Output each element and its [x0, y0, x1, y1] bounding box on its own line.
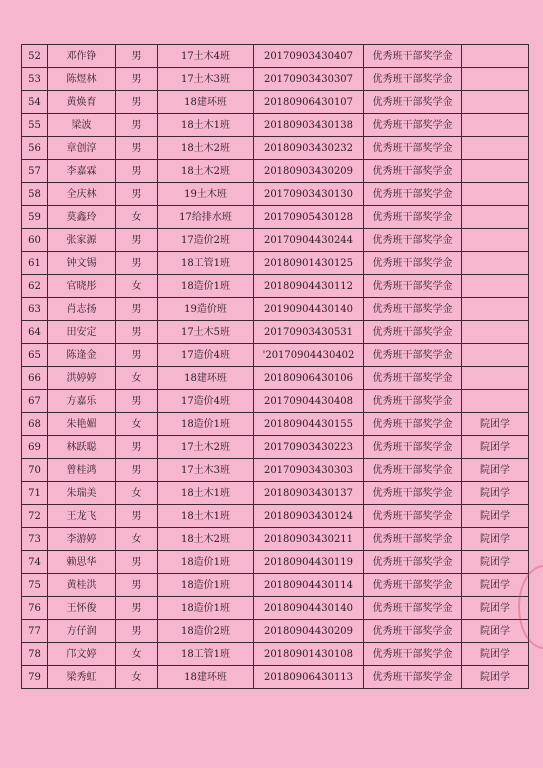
student-name-cell: 李嘉霖: [48, 160, 116, 183]
table-row: [22, 390, 529, 413]
table-row: [22, 666, 529, 689]
student-name-cell: 方仔润: [48, 620, 116, 643]
class-cell: 18土木2班: [158, 528, 254, 551]
row-number-cell: 76: [22, 597, 48, 620]
award-cell: 优秀班干部奖学金: [364, 183, 462, 206]
class-cell: 17土木4班: [158, 45, 254, 68]
student-id-cell: 20170904430244: [254, 229, 364, 252]
gender-cell: 女: [116, 643, 158, 666]
class-cell: 17土木5班: [158, 321, 254, 344]
gender-cell: 男: [116, 91, 158, 114]
award-cell: 优秀班干部奖学金: [364, 68, 462, 91]
gender-cell: 男: [116, 137, 158, 160]
organization-cell: 院团学: [462, 528, 529, 551]
gender-cell: 男: [116, 68, 158, 91]
award-cell: 优秀班干部奖学金: [364, 666, 462, 689]
table-row: [22, 528, 529, 551]
student-id-cell: 20170905430128: [254, 206, 364, 229]
table-row: [22, 597, 529, 620]
student-id-cell: '20170904430402: [254, 344, 364, 367]
award-cell: 优秀班干部奖学金: [364, 551, 462, 574]
scholarship-list-table: [21, 44, 529, 689]
table-row: [22, 45, 529, 68]
student-name-cell: 方嘉乐: [48, 390, 116, 413]
gender-cell: 男: [116, 459, 158, 482]
row-number-cell: 52: [22, 45, 48, 68]
organization-cell: [462, 114, 529, 137]
row-number-cell: 59: [22, 206, 48, 229]
row-number-cell: 54: [22, 91, 48, 114]
row-number-cell: 71: [22, 482, 48, 505]
class-cell: 18造价1班: [158, 413, 254, 436]
organization-cell: [462, 390, 529, 413]
student-id-cell: 20180904430119: [254, 551, 364, 574]
student-id-cell: 20180904430140: [254, 597, 364, 620]
row-number-cell: 74: [22, 551, 48, 574]
table-row: [22, 68, 529, 91]
row-number-cell: 64: [22, 321, 48, 344]
student-id-cell: 20180906430113: [254, 666, 364, 689]
gender-cell: 女: [116, 275, 158, 298]
table-row: [22, 183, 529, 206]
gender-cell: 男: [116, 321, 158, 344]
student-id-cell: 20170903430407: [254, 45, 364, 68]
gender-cell: 男: [116, 298, 158, 321]
row-number-cell: 78: [22, 643, 48, 666]
table-row: [22, 643, 529, 666]
class-cell: 18建环班: [158, 666, 254, 689]
row-number-cell: 70: [22, 459, 48, 482]
organization-cell: [462, 183, 529, 206]
class-cell: 18造价1班: [158, 597, 254, 620]
student-name-cell: 黄焕育: [48, 91, 116, 114]
class-cell: 18土木1班: [158, 505, 254, 528]
organization-cell: [462, 160, 529, 183]
organization-cell: 院团学: [462, 413, 529, 436]
organization-cell: 院团学: [462, 436, 529, 459]
award-cell: 优秀班干部奖学金: [364, 321, 462, 344]
student-name-cell: 莫鑫玲: [48, 206, 116, 229]
award-cell: 优秀班干部奖学金: [364, 367, 462, 390]
organization-cell: 院团学: [462, 620, 529, 643]
table-row: [22, 229, 529, 252]
row-number-cell: 63: [22, 298, 48, 321]
row-number-cell: 67: [22, 390, 48, 413]
student-name-cell: 章创淳: [48, 137, 116, 160]
gender-cell: 男: [116, 252, 158, 275]
table-body: [22, 45, 529, 689]
table-row: [22, 160, 529, 183]
student-id-cell: 20180901430108: [254, 643, 364, 666]
table-row: [22, 574, 529, 597]
student-id-cell: 20180904430112: [254, 275, 364, 298]
class-cell: 17造价4班: [158, 344, 254, 367]
organization-cell: [462, 321, 529, 344]
gender-cell: 女: [116, 528, 158, 551]
table-row: [22, 344, 529, 367]
award-cell: 优秀班干部奖学金: [364, 482, 462, 505]
student-id-cell: 20180903430124: [254, 505, 364, 528]
gender-cell: 男: [116, 183, 158, 206]
class-cell: 18土木1班: [158, 114, 254, 137]
award-cell: 优秀班干部奖学金: [364, 252, 462, 275]
row-number-cell: 65: [22, 344, 48, 367]
student-name-cell: 张家源: [48, 229, 116, 252]
student-name-cell: 赖思华: [48, 551, 116, 574]
gender-cell: 女: [116, 413, 158, 436]
gender-cell: 男: [116, 574, 158, 597]
gender-cell: 男: [116, 436, 158, 459]
class-cell: 17土木2班: [158, 436, 254, 459]
organization-cell: 院团学: [462, 643, 529, 666]
class-cell: 18土木2班: [158, 160, 254, 183]
row-number-cell: 79: [22, 666, 48, 689]
class-cell: 18造价1班: [158, 275, 254, 298]
table-row: [22, 252, 529, 275]
student-name-cell: 朱艳媚: [48, 413, 116, 436]
organization-cell: 院团学: [462, 459, 529, 482]
award-cell: 优秀班干部奖学金: [364, 436, 462, 459]
row-number-cell: 68: [22, 413, 48, 436]
gender-cell: 男: [116, 160, 158, 183]
gender-cell: 男: [116, 505, 158, 528]
class-cell: 18造价1班: [158, 551, 254, 574]
award-cell: 优秀班干部奖学金: [364, 344, 462, 367]
class-cell: 18造价1班: [158, 574, 254, 597]
table-row: [22, 206, 529, 229]
award-cell: 优秀班干部奖学金: [364, 229, 462, 252]
award-cell: 优秀班干部奖学金: [364, 390, 462, 413]
organization-cell: [462, 91, 529, 114]
class-cell: 18土木1班: [158, 482, 254, 505]
class-cell: 18建环班: [158, 91, 254, 114]
student-name-cell: 邝文婷: [48, 643, 116, 666]
organization-cell: [462, 298, 529, 321]
student-name-cell: 林跃聪: [48, 436, 116, 459]
organization-cell: [462, 344, 529, 367]
table-row: [22, 321, 529, 344]
award-cell: 优秀班干部奖学金: [364, 91, 462, 114]
student-name-cell: 官晓彤: [48, 275, 116, 298]
award-cell: 优秀班干部奖学金: [364, 275, 462, 298]
award-cell: 优秀班干部奖学金: [364, 413, 462, 436]
student-name-cell: 洪婷婷: [48, 367, 116, 390]
gender-cell: 男: [116, 45, 158, 68]
student-id-cell: 20180904430209: [254, 620, 364, 643]
row-number-cell: 57: [22, 160, 48, 183]
class-cell: 18工管1班: [158, 252, 254, 275]
organization-cell: [462, 45, 529, 68]
gender-cell: 男: [116, 620, 158, 643]
row-number-cell: 72: [22, 505, 48, 528]
student-name-cell: 钟文锡: [48, 252, 116, 275]
student-name-cell: 陈逢金: [48, 344, 116, 367]
organization-cell: [462, 367, 529, 390]
award-cell: 优秀班干部奖学金: [364, 643, 462, 666]
row-number-cell: 61: [22, 252, 48, 275]
student-id-cell: 20180901430125: [254, 252, 364, 275]
gender-cell: 男: [116, 390, 158, 413]
student-id-cell: 20170904430408: [254, 390, 364, 413]
organization-cell: [462, 252, 529, 275]
student-name-cell: 李游婷: [48, 528, 116, 551]
student-id-cell: 20180904430155: [254, 413, 364, 436]
organization-cell: [462, 137, 529, 160]
class-cell: 18工管1班: [158, 643, 254, 666]
award-cell: 优秀班干部奖学金: [364, 505, 462, 528]
student-name-cell: 黄桂洪: [48, 574, 116, 597]
student-id-cell: 20170903430303: [254, 459, 364, 482]
class-cell: 17造价2班: [158, 229, 254, 252]
class-cell: 19土木班: [158, 183, 254, 206]
student-name-cell: 陈煜林: [48, 68, 116, 91]
row-number-cell: 75: [22, 574, 48, 597]
class-cell: 18造价2班: [158, 620, 254, 643]
gender-cell: 男: [116, 229, 158, 252]
table-row: [22, 459, 529, 482]
student-id-cell: 20180903430137: [254, 482, 364, 505]
row-number-cell: 60: [22, 229, 48, 252]
award-cell: 优秀班干部奖学金: [364, 114, 462, 137]
table-row: [22, 436, 529, 459]
organization-cell: [462, 229, 529, 252]
student-name-cell: 梁波: [48, 114, 116, 137]
gender-cell: 女: [116, 666, 158, 689]
student-name-cell: 王怀俊: [48, 597, 116, 620]
student-id-cell: 20180903430209: [254, 160, 364, 183]
organization-cell: 院团学: [462, 597, 529, 620]
student-id-cell: 20180906430107: [254, 91, 364, 114]
student-id-cell: 20190904430140: [254, 298, 364, 321]
organization-cell: [462, 68, 529, 91]
row-number-cell: 77: [22, 620, 48, 643]
table-row: [22, 620, 529, 643]
student-id-cell: 20180903430138: [254, 114, 364, 137]
award-cell: 优秀班干部奖学金: [364, 206, 462, 229]
table-row: [22, 137, 529, 160]
row-number-cell: 73: [22, 528, 48, 551]
row-number-cell: 58: [22, 183, 48, 206]
student-name-cell: 梁秀虹: [48, 666, 116, 689]
organization-cell: [462, 206, 529, 229]
table-row: [22, 298, 529, 321]
class-cell: 17造价4班: [158, 390, 254, 413]
row-number-cell: 53: [22, 68, 48, 91]
student-id-cell: 20180904430114: [254, 574, 364, 597]
table-row: [22, 482, 529, 505]
student-name-cell: 王龙飞: [48, 505, 116, 528]
award-cell: 优秀班干部奖学金: [364, 620, 462, 643]
student-id-cell: 20170903430307: [254, 68, 364, 91]
student-name-cell: 肖志扬: [48, 298, 116, 321]
award-cell: 优秀班干部奖学金: [364, 137, 462, 160]
gender-cell: 男: [116, 597, 158, 620]
organization-cell: 院团学: [462, 574, 529, 597]
award-cell: 优秀班干部奖学金: [364, 45, 462, 68]
student-id-cell: 20180903430211: [254, 528, 364, 551]
row-number-cell: 56: [22, 137, 48, 160]
class-cell: 18建环班: [158, 367, 254, 390]
row-number-cell: 66: [22, 367, 48, 390]
student-name-cell: 朱瑞美: [48, 482, 116, 505]
student-id-cell: 20180903430232: [254, 137, 364, 160]
row-number-cell: 55: [22, 114, 48, 137]
organization-cell: 院团学: [462, 666, 529, 689]
table-row: [22, 551, 529, 574]
organization-cell: [462, 275, 529, 298]
student-name-cell: 全庆林: [48, 183, 116, 206]
award-cell: 优秀班干部奖学金: [364, 298, 462, 321]
gender-cell: 女: [116, 206, 158, 229]
gender-cell: 男: [116, 114, 158, 137]
class-cell: 17给排水班: [158, 206, 254, 229]
table-row: [22, 413, 529, 436]
award-cell: 优秀班干部奖学金: [364, 459, 462, 482]
award-cell: 优秀班干部奖学金: [364, 160, 462, 183]
gender-cell: 男: [116, 344, 158, 367]
student-name-cell: 邓作铮: [48, 45, 116, 68]
class-cell: 17土木3班: [158, 68, 254, 91]
row-number-cell: 69: [22, 436, 48, 459]
table-row: [22, 505, 529, 528]
student-id-cell: 20170903430223: [254, 436, 364, 459]
gender-cell: 男: [116, 551, 158, 574]
award-cell: 优秀班干部奖学金: [364, 528, 462, 551]
table-row: [22, 114, 529, 137]
gender-cell: 女: [116, 367, 158, 390]
student-id-cell: 20180906430106: [254, 367, 364, 390]
student-id-cell: 20170903430531: [254, 321, 364, 344]
organization-cell: 院团学: [462, 482, 529, 505]
organization-cell: 院团学: [462, 505, 529, 528]
student-id-cell: 20170903430130: [254, 183, 364, 206]
award-cell: 优秀班干部奖学金: [364, 574, 462, 597]
table-row: [22, 367, 529, 390]
class-cell: 18土木2班: [158, 137, 254, 160]
student-name-cell: 曾桂鸿: [48, 459, 116, 482]
gender-cell: 女: [116, 482, 158, 505]
organization-cell: 院团学: [462, 551, 529, 574]
row-number-cell: 62: [22, 275, 48, 298]
table-row: [22, 91, 529, 114]
student-name-cell: 田安定: [48, 321, 116, 344]
class-cell: 19造价班: [158, 298, 254, 321]
table-row: [22, 275, 529, 298]
award-cell: 优秀班干部奖学金: [364, 597, 462, 620]
class-cell: 17土木3班: [158, 459, 254, 482]
